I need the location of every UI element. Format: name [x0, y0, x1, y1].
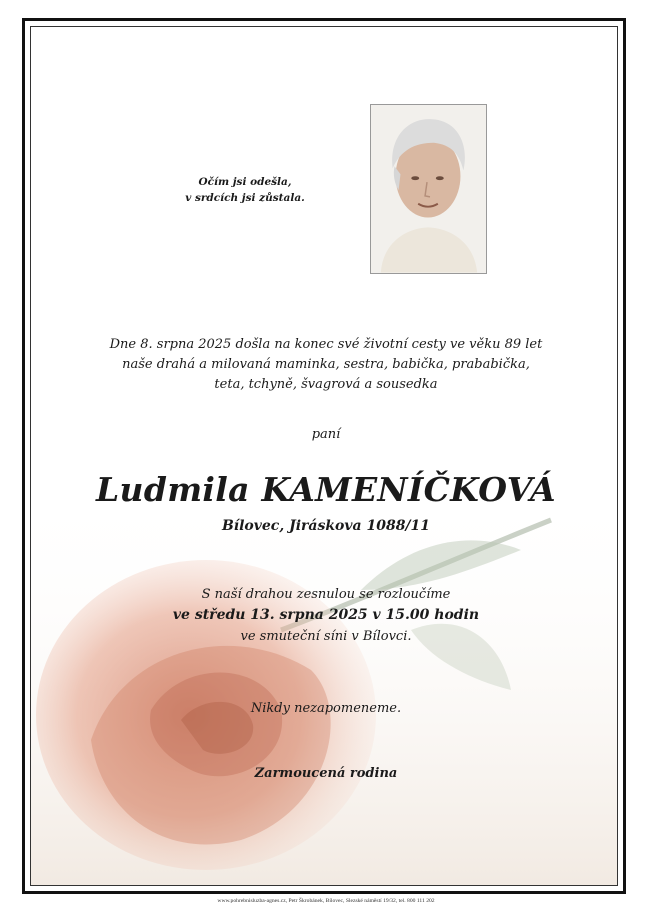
funeral-details — [130, 584, 522, 647]
closing-phrase: Nikdy nezapomeneme. — [250, 701, 402, 716]
motto-line-2: v srdcích jsi zůstala. — [185, 192, 305, 204]
announcement-line-1: Dne 8. srpna 2025 došla na konec své životní cesty ve věku 89 let — [109, 337, 543, 352]
announcement-text — [90, 335, 562, 395]
announcement-line-2: naše drahá a milovaná maminka, sestra, babička, prababička, — [122, 357, 530, 372]
funeral-location: ve smuteční síni v Bílovci. — [240, 629, 412, 644]
signature: Zarmoucená rodina — [254, 766, 398, 781]
portrait-photo — [370, 104, 487, 274]
funeral-date-time: ve středu 13. srpna 2025 v 15.00 hodin — [172, 607, 480, 623]
deceased-name: Ludmila KAMENÍČKOVÁ — [96, 470, 556, 509]
deceased-address: Bílovec, Jiráskova 1088/11 — [221, 518, 431, 534]
salutation: paní — [311, 427, 341, 442]
motto-line-1: Očím jsi odešla, — [198, 176, 292, 188]
motto — [150, 174, 340, 206]
funeral-line-1: S naší drahou zesnulou se rozloučíme — [201, 587, 451, 602]
inner-border — [30, 26, 618, 886]
announcement-line-3: teta, tchyně, švagrová a sousedka — [214, 377, 438, 392]
footer-funeral-service: www.pohrebnisluzba-agnes.cz, Petr Škrobánek, Bílovec, Slezské náměstí 19/32, tel. 800 111 202 — [217, 898, 435, 904]
